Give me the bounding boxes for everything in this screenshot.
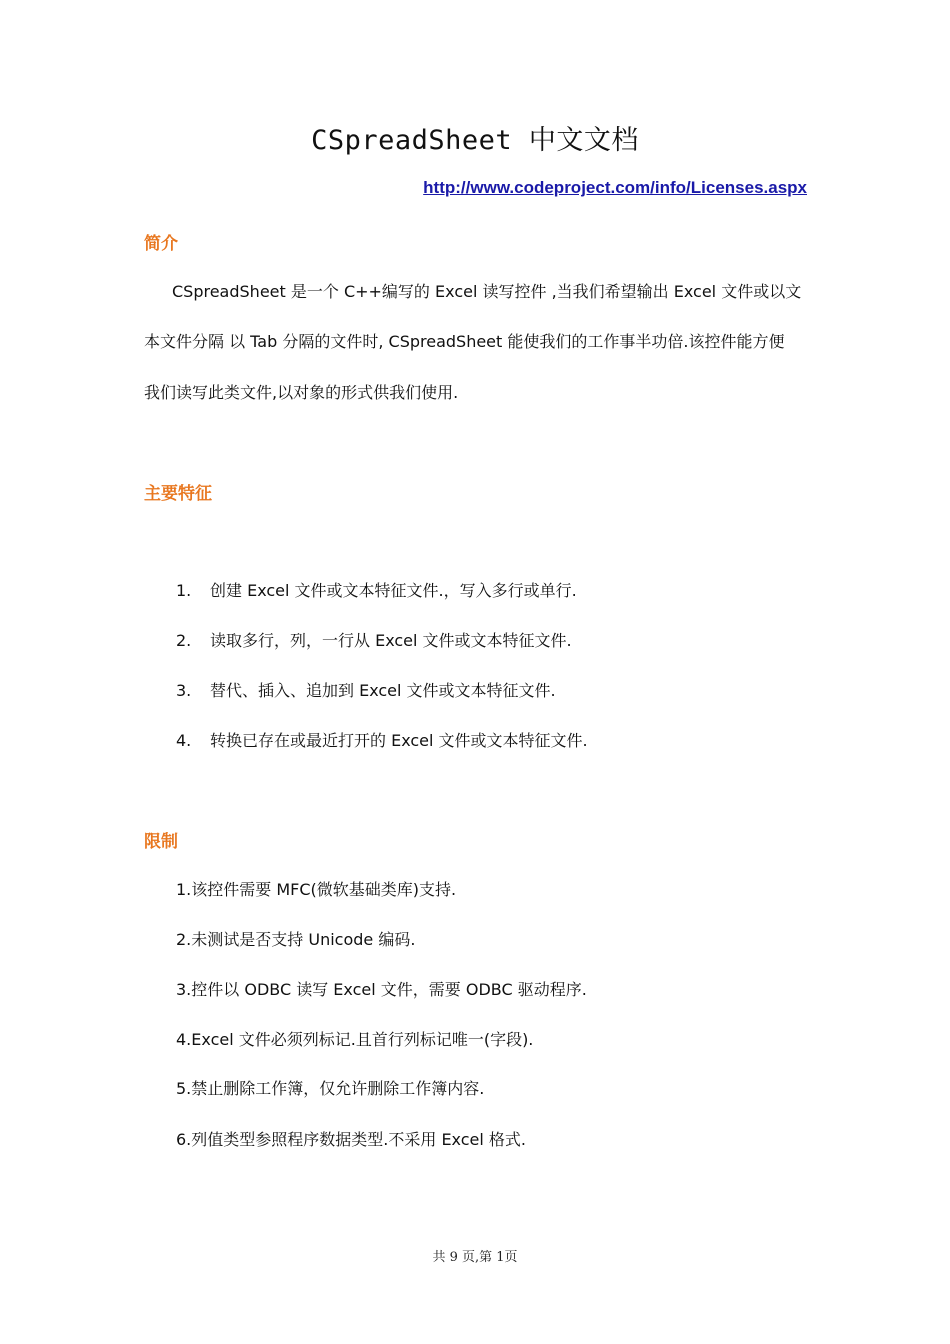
features-heading: 主要特征 (144, 484, 212, 504)
intro-heading: 简介 (144, 234, 178, 254)
feature-number: 4. (176, 731, 192, 750)
feature-number: 3. (176, 681, 192, 700)
feature-text: 创建 Excel 文件或文本特征文件.，写入多行或单行. (210, 581, 577, 600)
license-link[interactable]: http://www.codeproject.com/info/Licenses.aspx (423, 178, 807, 197)
feature-item (176, 678, 556, 701)
feature-text: 读取多行，列，一行从 Excel 文件或文本特征文件. (210, 631, 572, 650)
limit-item: 3.控件以 ODBC 读写 Excel 文件，需要 ODBC 驱动程序. (176, 980, 587, 999)
limit-item: 6.列值类型参照程序数据类型.不采用 Excel 格式. (176, 1130, 526, 1149)
limits-heading: 限制 (144, 832, 178, 852)
limit-item: 1.该控件需要 MFC(微软基础类库)支持. (176, 880, 457, 899)
feature-number: 2. (176, 631, 192, 650)
feature-item (176, 628, 572, 651)
feature-text: 转换已存在或最近打开的 Excel 文件或文本特征文件. (210, 731, 588, 750)
limit-item: 2.未测试是否支持 Unicode 编码. (176, 930, 416, 949)
limit-item: 5.禁止删除工作簿，仅允许删除工作簿内容. (176, 1079, 485, 1098)
document-title: CSpreadSheet 中文文档 (311, 125, 639, 156)
feature-item (176, 728, 588, 751)
intro-line-3: 我们读写此类文件,以对象的形式供我们使用. (144, 383, 459, 402)
page-footer: 共 9 页,第 1页 (432, 1250, 518, 1265)
intro-line-2: 本文件分隔 以 Tab 分隔的文件时, CSpreadSheet 能使我们的工作事半功倍.该控件能方便 (144, 332, 785, 351)
intro-line-1: CSpreadSheet 是一个 C++编写的 Excel 读写控件 ,当我们希望输出 Excel 文件或以文 (172, 282, 802, 301)
limit-item: 4.Excel 文件必须列标记.且首行列标记唯一(字段). (176, 1030, 534, 1049)
feature-text: 替代、插入、追加到 Excel 文件或文本特征文件. (210, 681, 556, 700)
feature-item (176, 578, 577, 601)
feature-number: 1. (176, 581, 192, 600)
